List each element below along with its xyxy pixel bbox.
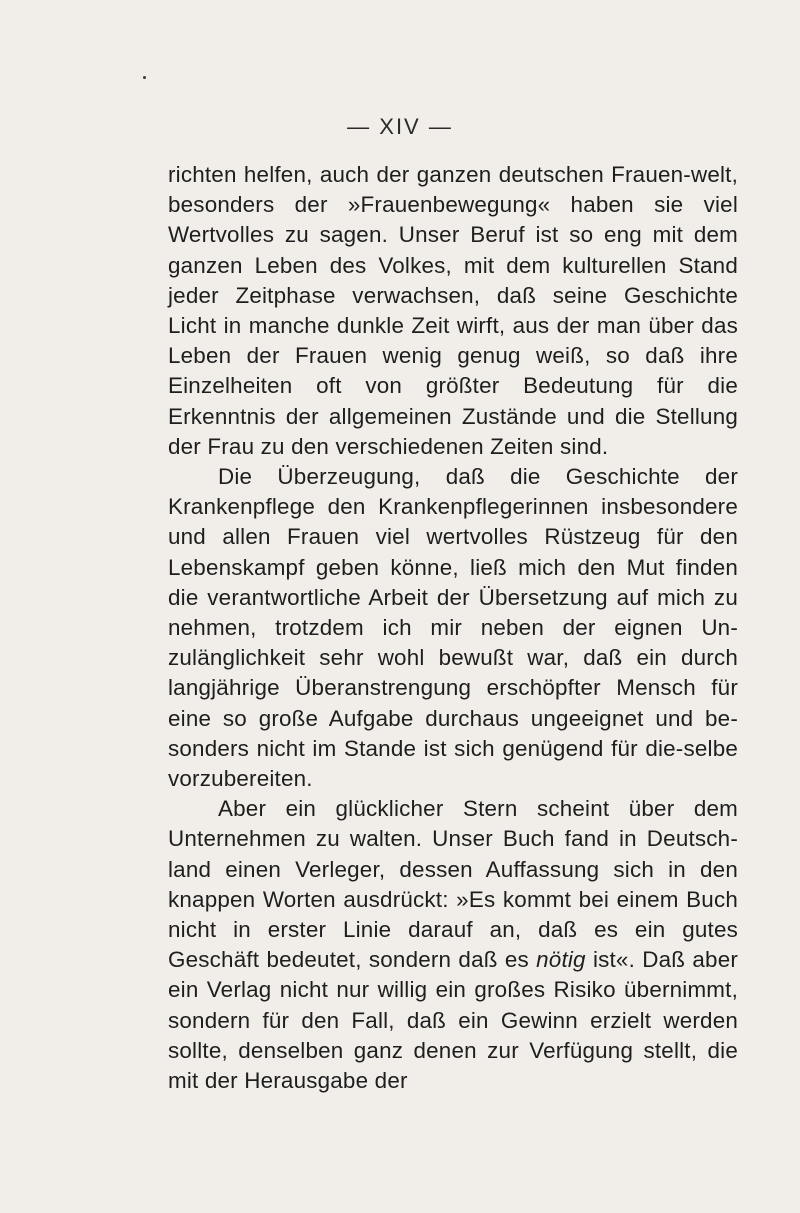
- paragraph-3-text-end: ist«. Daß aber ein Verlag nicht nur willig ein großes Risiko übernimmt, sondern für den Fall, daß ein Gewinn erzielt werden sollte, denselben ganz denen zur Verfügung stellt, die mit der Herausgabe der: [168, 947, 738, 1094]
- italic-emphasis: nötig: [536, 947, 586, 973]
- ink-speck: [143, 76, 146, 79]
- paragraph-1: richten helfen, auch der ganzen deutschen Frauen-welt, besonders der »Frauenbewegung« haben sie viel Wertvolles zu sagen. Unser Beruf ist so eng mit dem ganzen Leben des Volkes, mit dem kulturellen Stand jeder Zeitphase verwachsen, daß seine Geschichte Licht in manche dunkle Zeit wirft, aus der man über das Leben der Frauen wenig genug weiß, so daß ihre Einzelheiten oft von größter Bedeutung für die Erkenntnis der allgemeinen Zustände und die Stellung der Frau zu den verschiedenen Zeiten sind.: [168, 162, 738, 459]
- paragraph-2: Die Überzeugung, daß die Geschichte der Krankenpflege den Krankenpflegerinnen insbesondere und allen Frauen viel wertvolles Rüstzeug für den Lebenskampf geben könne, ließ mich den Mut finden die verantwortliche Arbeit der Übersetzung auf mich zu nehmen, trotzdem ich mir neben der eignen Un-zulänglichkeit sehr wohl bewußt war, daß ein durch langjährige Überanstrengung erschöpfter Mensch für eine so große Aufgabe durchaus ungeeignet und be-sonders nicht im Stande ist sich genügend für die-selbe vorzubereiten.: [168, 464, 738, 792]
- paragraph-3: [168, 794, 738, 1096]
- page-number: — XIV —: [347, 114, 453, 139]
- body-text: [168, 160, 738, 1096]
- paragraph-3-text-start: Aber ein glücklicher Stern scheint über dem Unternehmen zu walten. Unser Buch fand in Deutsch-land einen Verleger, dessen Auffassung sich in den knappen Worten ausdrückt: »Es kommt bei einem Buch nicht in erster Linie darauf an, daß es ein gutes Geschäft bedeutet, sondern daß es: [168, 796, 738, 973]
